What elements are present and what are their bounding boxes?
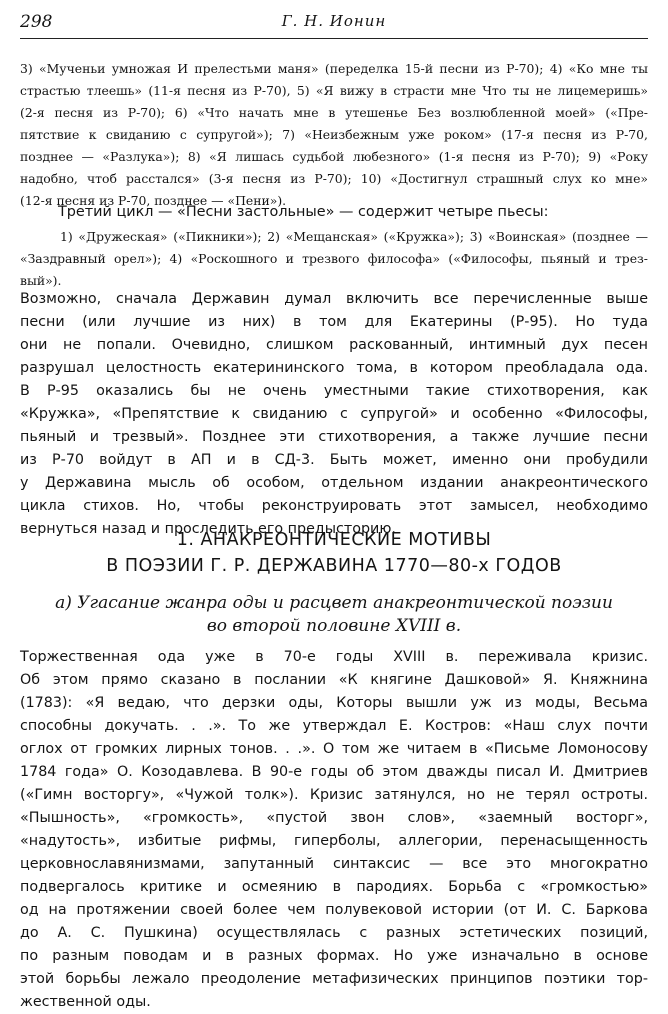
text-line: вернуться назад и проследить его предысторию. — [20, 521, 396, 537]
text-line: В Р-95 оказались бы не очень уместными такие стихотворения, как — [20, 383, 648, 399]
list-line: (12-я песня из Р-70, позднее — «Пени»). — [20, 193, 287, 208]
section-heading-line-1: 1. АНАКРЕОНТИЧЕСКИЕ МОТИВЫ — [176, 530, 492, 550]
text-line: Об этом прямо сказано в послании «К княгине Дашковой» Я. Княжнина — [20, 672, 648, 688]
text-line: способны докучать. . .». То же утверждал Е. Костров: «Наш слух почти — [20, 718, 648, 734]
text-line: разрушал целостность екатерининского тома, в котором преобладала ода. — [20, 360, 648, 376]
list-line: 3) «Мученьи умножая И прелестьми маня» (переделка 15-й песни из Р-70); 4) «Ко мне ты — [20, 61, 648, 76]
text-line: пьяный и трезвый». Позднее эти стихотворения, а также лучшие песни — [20, 429, 648, 445]
paragraph-intro — [20, 288, 648, 541]
running-head: Г. Н. Ионин — [281, 12, 387, 30]
text-line: они не попали. Очевидно, слишком раскованный, интимный дух песен — [20, 337, 648, 353]
text-line: од на протяжении своей более чем полувековой истории (от И. С. Баркова — [20, 902, 648, 918]
page-header — [20, 12, 648, 38]
text-line: подвергалось критике и осмеянию в пародиях. Борьба с «громкостью» — [20, 879, 648, 895]
text-line: этой борьбы лежало преодоление метафизических принципов поэтики тор- — [20, 971, 648, 987]
text-line: («Гимн восторгу», «Чужой толк»). Кризис затянулся, но не терял остроты. — [20, 787, 648, 803]
text-line: «надутость», избитые рифмы, гиперболы, аллегории, перенасыщенность — [20, 833, 648, 849]
text-line: Торжественная ода уже в 70-е годы XVIII в. переживала кризис. — [20, 649, 648, 665]
paragraph-ode-crisis — [20, 646, 648, 1014]
page-number: 298 — [20, 12, 53, 32]
subsection-heading-line-2: во второй половине XVIII в. — [206, 616, 462, 636]
text-line: оглох от громких лирных тонов. . .». О том же читаем в «Письме Ломоносову — [20, 741, 648, 757]
song-list-cycle-three — [20, 226, 648, 292]
list-line: 1) «Дружеская» («Пикники»); 2) «Мещанская» («Кружка»); 3) «Воинская» (позднее — — [60, 229, 648, 244]
text-line: песни (или лучшие из них) в том для Екатерины (Р-95). Но туда — [20, 314, 648, 330]
list-line: страстью тлеешь» (11-я песня из Р-70), 5) «Я вижу в страсти мне Что ты не лицемеришь» — [20, 83, 648, 98]
text-line: у Державина мысль об особом, отдельном издании анакреонтического — [20, 475, 648, 491]
section-heading-line-2: В ПОЭЗИИ Г. Р. ДЕРЖАВИНА 1770—80-х ГОДОВ — [106, 556, 562, 576]
text-line: по разным поводам и в разных формах. Но уже изначально в основе — [20, 948, 648, 964]
text-line: 1784 года» О. Козодавлева. В 90-е годы об этом дважды писал И. Дмитриев — [20, 764, 648, 780]
list-line: позднее — «Разлука»); 8) «Я лишась судьбой любезного» (1-я песня из Р-70); 9) «Року — [20, 149, 648, 164]
text-line: из Р-70 войдут в АП и в СД-3. Быть может, именно они пробудили — [20, 452, 648, 468]
song-list-cycle-two — [20, 58, 648, 212]
list-line: вый»). — [20, 273, 62, 288]
text-line: до А. С. Пушкина) осуществлялась с разных эстетических позиций, — [20, 925, 648, 941]
text-line: Возможно, сначала Державин думал включить все перечисленные выше — [20, 291, 648, 307]
cycle-intro: Третий цикл — «Песни застольные» — содержит четыре пьесы: — [58, 204, 549, 220]
text-line: жественной оды. — [20, 994, 151, 1010]
list-line: надобно, чтоб расстался» (3-я песня из Р-70); 10) «Достигнул страшный слух ко мне» — [20, 171, 648, 186]
subsection-heading-line-1: а) Угасание жанра оды и расцвет анакреонтической поэзии — [55, 593, 613, 613]
text-line: «Кружка», «Препятствие к свиданию с супругой» и особенно «Философы, — [20, 406, 648, 422]
list-line: (2-я песня из Р-70); 6) «Что начать мне в утешенье Без возлюбленной моей» («Пре- — [20, 105, 648, 120]
list-line: пятствие к свиданию с супругой»); 7) «Неизбежным уже роком» (17-я песня из Р-70, — [20, 127, 648, 142]
list-line: «Заздравный орел»); 4) «Роскошного и трезвого философа» («Философы, пьяный и трез- — [20, 251, 648, 266]
text-line: «Пышность», «громкость», «пустой звон слов», «заемный восторг», — [20, 810, 648, 826]
text-line: (1783): «Я ведаю, что дерзки оды, Которы вышли уж из моды, Весьма — [20, 695, 648, 711]
text-line: церковнославянизмами, запутанный синтаксис — все это многократно — [20, 856, 648, 872]
text-line: цикла стихов. Но, чтобы реконструировать этот замысел, необходимо — [20, 498, 648, 514]
header-rule — [20, 38, 648, 39]
